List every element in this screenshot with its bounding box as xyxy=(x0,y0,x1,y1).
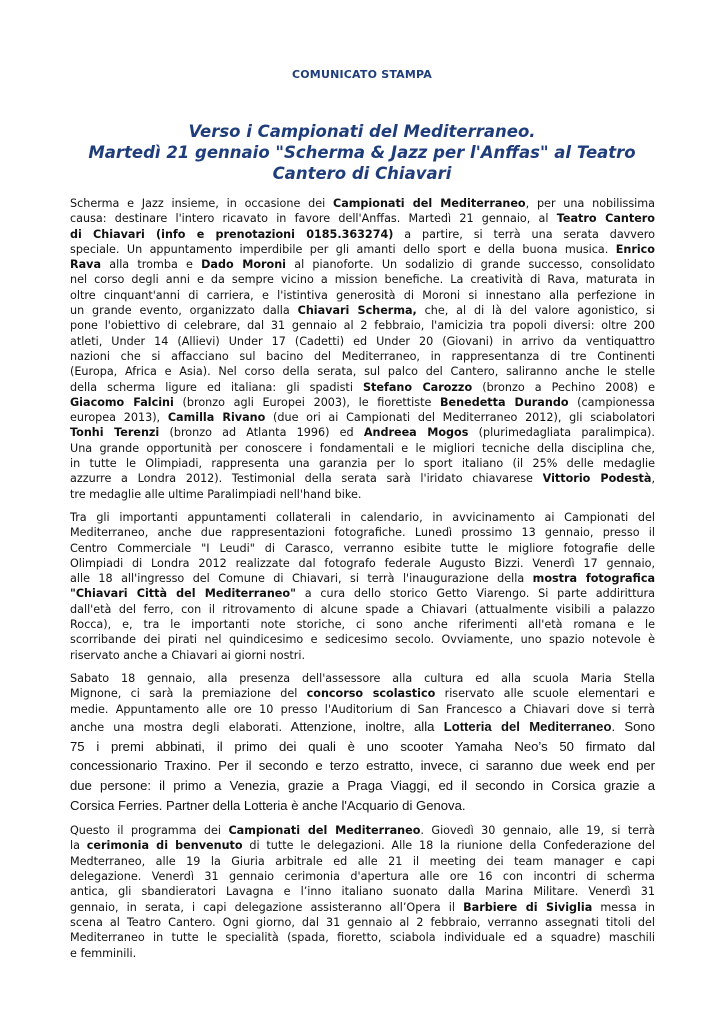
text-line: speciale. Un appuntamento imperdibile per gli amanti dello sport e della buona musica. Enrico xyxy=(70,242,655,256)
text-line: nazioni che si affacciano sul bacino del Mediterraneo, in rappresentanza di tre Continenti xyxy=(70,349,655,363)
text-line: Tonhi Terenzi (bronzo ad Atlanta 1996) ed Andreea Mogos (plurimedagliata paralimpica). xyxy=(70,426,655,440)
headline-line: Verso i Campionati del Mediterraneo. xyxy=(188,122,536,141)
headline-line: Cantero di Chiavari xyxy=(272,164,452,183)
text-line: in tutte le Olimpiadi, rappresenta una garanzia per lo sport italiano (il 25% delle medaglie xyxy=(70,457,655,471)
text-line: atleti, Under 14 (Allievi) Under 17 (Cadetti) ed Under 20 (Giovani) in arrivo da ventiquattro xyxy=(70,334,655,348)
article-body xyxy=(70,196,655,969)
text-line: scena al Teatro Cantero. Ogni giorno, dal 31 gennaio al 2 febbraio, verranno assegnati titoli del xyxy=(70,915,655,929)
text-line: e femminili. xyxy=(70,946,137,960)
headline-line: Martedì 21 gennaio "Scherma & Jazz per l'Anffas" al Teatro xyxy=(88,143,636,162)
text-line: Mediterraneo in tutte le specialità (spada, fioretto, sciabola individuale ed a squadre) maschili xyxy=(70,931,655,945)
text-line: riservato anche a Chiavari ai giorni nostri. xyxy=(70,648,306,662)
text-line: Sabato 18 gennaio, alla presenza dell'assessore alla cultura ed alla scuola Maria Stella xyxy=(70,671,655,685)
text-line: dall'età del ferro, con il ritrovamento di alcune spade a Chiavari (attualmente visibili a palazzo xyxy=(70,602,655,616)
text-line: causa: destinare l'intero ricavato in favore dell'Anffas. Martedì 21 gennaio, al Teatro Cantero xyxy=(70,212,655,226)
text-line: Scherma e Jazz insieme, in occasione dei Campionati del Mediterraneo, per una nobilissima xyxy=(70,197,656,210)
text-line: Giacomo Falcini (bronzo agli Europei 2003), le fiorettiste Benedetta Durando (campionessa xyxy=(70,395,655,409)
text-line: Rocca), e, tra le importanti note storiche, ci sono anche riferimenti all'età romana e le xyxy=(70,618,655,632)
text-line: Olimpiadi di Londra 2012 realizzate dal fotografo federale Augusto Bizzi. Venerdì 17 gennaio, xyxy=(70,556,655,570)
text-line: Questo il programma dei Campionati del Mediterraneo. Giovedì 30 gennaio, alle 19, si terrà xyxy=(70,824,655,838)
text-line: di Chiavari (info e prenotazioni 0185.363274) a partire, si terrà una serata davvero xyxy=(70,227,655,241)
text-line: Tra gli importanti appuntamenti collaterali in calendario, in avvicinamento ai Campionati del xyxy=(70,510,655,524)
text-line: Centro Commerciale "I Leudi" di Carasco, verranno esibite tutte le migliore fotografie delle xyxy=(70,541,655,555)
text-line: gennaio, in serata, i capi delegazione assisteranno all’Opera il Barbiere di Siviglia messa in xyxy=(70,900,655,914)
paragraph-2 xyxy=(70,510,655,663)
text-line: (Europa, Africa e Asia). Nel corso della serata, sul palco del Cantero, saliranno anche le stelle xyxy=(70,365,655,379)
text-line: Mediterraneo, anche due rappresentazioni fotografiche. Lunedì prossimo 13 gennaio, presso il xyxy=(70,526,655,540)
text-line: anche una mostra degli elaborati. Attenzione, inoltre, alla Lotteria del Mediterraneo. Sono xyxy=(70,718,655,734)
text-line: oltre cinquant'anni di carriera, e l'istintiva generosità di Moroni si innestano alla perfezione in xyxy=(70,288,655,302)
text-line: concessionario Traxino. Per il secondo e terzo estratto, invece, ci saranno due week end per xyxy=(70,758,655,774)
text-line: un grande evento, organizzato dalla Chiavari Scherma, che, al di là del valore agonistico, si xyxy=(70,304,655,318)
text-line: Rava alla tromba e Dado Moroni al pianoforte. Un sodalizio di grande successo, consolidato xyxy=(70,258,655,272)
text-line: la cerimonia di benvenuto di tutte le delegazioni. Alle 18 la riunione della Confederazione del xyxy=(70,839,655,853)
paragraph-4 xyxy=(70,823,655,961)
text-line: tre medaglie alle ultime Paralimpiadi nell'hand bike. xyxy=(70,487,362,501)
lottery-text xyxy=(70,737,655,815)
text-line: medie. Appuntamento alle ore 10 presso l'Auditorium di San Francesco a Chiavari dove si terrà xyxy=(70,702,655,716)
press-release-label: COMUNICATO STAMPA xyxy=(291,68,432,81)
text-line: 75 i premi abbinati, il primo dei quali è uno scooter Yamaha Neo’s 50 firmato dal xyxy=(70,738,655,754)
text-line: "Chiavari Città del Mediterraneo" a cura dello storico Getto Viarengo. Si parte addirittura xyxy=(70,587,655,601)
text-line: azzurre a Londra 2012). Testimonial della serata sarà l'iridato chiavarese Vittorio Podestà, xyxy=(70,472,655,486)
text-line: Mignone, ci sarà la premiazione del concorso scolastico riservato alle scuole elementari e xyxy=(70,687,655,701)
text-line: antica, gli sbandieratori Lavagna e l’inno italiano suonato dalla Marina Militare. Venerdì 31 xyxy=(70,885,655,899)
text-line: due persone: il primo a Venezia, grazie a Praga Viaggi, ed il secondo in Corsica grazie a xyxy=(70,777,655,793)
text-line: della scherma ligure ed italiana: gli spadisti Stefano Carozzo (bronzo a Pechino 2008) e xyxy=(70,380,656,394)
paragraph-3 xyxy=(70,671,655,815)
text-line: Medterraneo, alle 19 la Giuria arbitrale ed alle 21 il meeting dei team manager e capi xyxy=(70,854,655,868)
text-line: pone l'obiettivo di celebrare, dal 31 gennaio al 2 febbraio, l'amicizia tra popoli diversi: oltre 200 xyxy=(70,319,655,333)
text-line: europea 2013), Camilla Rivano (due ori ai Campionati del Mediterraneo 2012), gli sciabolatori xyxy=(70,411,655,425)
text-line: Una grande opportunità per conoscere i fondamentali e le migliori tecniche della disciplina che, xyxy=(70,441,655,455)
text-line: alle 18 all'ingresso del Comune di Chiavari, si terrà l'inaugurazione della mostra fotografica xyxy=(70,572,656,586)
text-line: scorribande dei pirati nel quindicesimo e sedicesimo secolo. Ovviamente, uno spazio notevole è xyxy=(70,633,655,647)
headline xyxy=(60,121,664,184)
text-line: Corsica Ferries. Partner della Lotteria è anche l'Acquario di Genova. xyxy=(70,797,466,813)
text-line: delegazione. Venerdì 31 gennaio cerimonia d'apertura alle ore 16 con incontri di scherma xyxy=(70,870,655,884)
text-line: nel corso degli anni e da sempre vicino a mission benefiche. La creatività di Rava, maturata in xyxy=(70,273,655,287)
paragraph-1 xyxy=(70,196,655,502)
